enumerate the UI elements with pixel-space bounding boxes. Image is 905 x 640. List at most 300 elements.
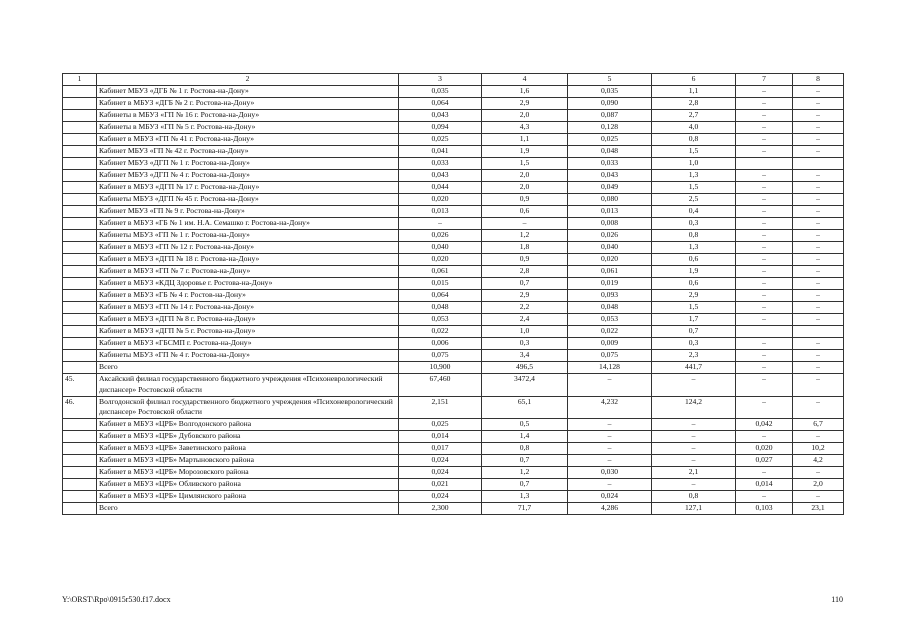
value-cell: 0,044: [399, 182, 482, 194]
value-cell: 0,128: [568, 122, 652, 134]
value-cell: 0,022: [568, 326, 652, 338]
row-number-cell: [63, 278, 97, 290]
table-row: [63, 374, 844, 397]
table-row: [63, 170, 844, 182]
value-cell: –: [793, 218, 844, 230]
name-cell: Кабинет в МБУЗ «ДГП № 17 г. Ростова-на-Дону»: [97, 182, 399, 194]
value-cell: –: [736, 182, 793, 194]
value-cell: –: [736, 278, 793, 290]
value-cell: –: [736, 206, 793, 218]
name-cell: Кабинет в МБУЗ «ЦРБ» Цимлянского района: [97, 491, 399, 503]
row-number-cell: [63, 491, 97, 503]
name-cell: Кабинет в МБУЗ «ГБ № 4 г. Ростов-на-Дону»: [97, 290, 399, 302]
value-cell: 0,033: [399, 158, 482, 170]
file-path: Y:\ORST\Rpo\0915r530.f17.docx: [62, 595, 171, 604]
value-cell: 0,013: [399, 206, 482, 218]
table-row: [63, 467, 844, 479]
value-cell: 0,035: [399, 86, 482, 98]
value-cell: –: [793, 491, 844, 503]
value-cell: 0,7: [652, 326, 736, 338]
value-cell: 0,042: [736, 419, 793, 431]
name-cell: Кабинет в МБУЗ «ГП № 41 г. Ростова-на-Дону»: [97, 134, 399, 146]
name-cell: Кабинет в МБУЗ «ГБ № 1 им. Н.А. Семашко г. Ростова-на-Дону»: [97, 218, 399, 230]
value-cell: 0,3: [652, 338, 736, 350]
row-number-cell: [63, 206, 97, 218]
name-cell: Кабинет в МБУЗ «ДГП № 18 г. Ростова-на-Дону»: [97, 254, 399, 266]
name-cell: Всего: [97, 362, 399, 374]
value-cell: 0,048: [568, 302, 652, 314]
table-row: [63, 86, 844, 98]
value-cell: –: [793, 278, 844, 290]
value-cell: 1,9: [482, 146, 568, 158]
row-number-cell: [63, 479, 97, 491]
name-cell: Кабинет в МБУЗ «ДГБ № 2 г. Ростова-на-Дону»: [97, 98, 399, 110]
value-cell: 0,040: [568, 242, 652, 254]
header-row: [63, 74, 844, 86]
row-number-cell: [63, 158, 97, 170]
row-number-cell: [63, 230, 97, 242]
value-cell: 0,021: [399, 479, 482, 491]
value-cell: 0,8: [652, 134, 736, 146]
data-table: [62, 73, 844, 515]
table-row: [63, 230, 844, 242]
value-cell: 0,049: [568, 182, 652, 194]
value-cell: 23,1: [793, 503, 844, 515]
table-row: [63, 302, 844, 314]
name-cell: Кабинет МБУЗ «ДГП № 1 г. Ростова-на-Дону»: [97, 158, 399, 170]
name-cell: Кабинет в МБУЗ «ЦРБ» Мартыновского района: [97, 455, 399, 467]
value-cell: 0,080: [568, 194, 652, 206]
header-cell: 5: [568, 74, 652, 86]
value-cell: –: [793, 86, 844, 98]
value-cell: 4,286: [568, 503, 652, 515]
value-cell: 0,075: [399, 350, 482, 362]
value-cell: –: [568, 419, 652, 431]
row-number-cell: [63, 350, 97, 362]
value-cell: –: [736, 110, 793, 122]
table-row: [63, 146, 844, 158]
row-number-cell: [63, 242, 97, 254]
name-cell: Кабинет в МБУЗ «ЦРБ» Обливского района: [97, 479, 399, 491]
value-cell: 441,7: [652, 362, 736, 374]
table-row: [63, 98, 844, 110]
value-cell: 10,900: [399, 362, 482, 374]
row-number-cell: [63, 314, 97, 326]
value-cell: –: [568, 443, 652, 455]
page-number: 110: [831, 595, 843, 604]
value-cell: –: [793, 338, 844, 350]
value-cell: –: [736, 242, 793, 254]
value-cell: 0,024: [399, 491, 482, 503]
value-cell: 0,093: [568, 290, 652, 302]
value-cell: 0,6: [652, 278, 736, 290]
value-cell: –: [793, 98, 844, 110]
header-cell: 4: [482, 74, 568, 86]
table-row: [63, 122, 844, 134]
value-cell: 0,024: [399, 467, 482, 479]
value-cell: –: [736, 98, 793, 110]
value-cell: –: [652, 431, 736, 443]
value-cell: 0,022: [399, 326, 482, 338]
table-row: [63, 242, 844, 254]
value-cell: –: [793, 146, 844, 158]
value-cell: 0,053: [568, 314, 652, 326]
value-cell: 0,4: [652, 206, 736, 218]
value-cell: [736, 326, 793, 338]
value-cell: 14,128: [568, 362, 652, 374]
value-cell: –: [736, 266, 793, 278]
value-cell: –: [793, 194, 844, 206]
value-cell: 0,040: [399, 242, 482, 254]
value-cell: –: [736, 350, 793, 362]
value-cell: 0,7: [482, 479, 568, 491]
table-row: [63, 266, 844, 278]
value-cell: –: [793, 254, 844, 266]
value-cell: 0,019: [568, 278, 652, 290]
table-row: [63, 158, 844, 170]
value-cell: –: [793, 182, 844, 194]
value-cell: [793, 158, 844, 170]
value-cell: –: [793, 242, 844, 254]
name-cell: Кабинет в МБУЗ «ЦРБ» Заветинского района: [97, 443, 399, 455]
value-cell: –: [736, 254, 793, 266]
table-row: [63, 350, 844, 362]
value-cell: 0,009: [568, 338, 652, 350]
value-cell: 4,2: [793, 455, 844, 467]
row-number-cell: [63, 338, 97, 350]
value-cell: –: [793, 206, 844, 218]
value-cell: –: [793, 266, 844, 278]
value-cell: –: [568, 455, 652, 467]
table-row: [63, 194, 844, 206]
value-cell: 0,3: [652, 218, 736, 230]
name-cell: Волгодонской филиал государственного бюджетного учреждения «Психоневрологический диспансер» Ростовской области: [97, 396, 399, 419]
value-cell: 1,0: [652, 158, 736, 170]
value-cell: 1,8: [482, 242, 568, 254]
value-cell: 0,043: [399, 110, 482, 122]
value-cell: –: [736, 230, 793, 242]
value-cell: 0,9: [482, 194, 568, 206]
row-number-cell: [63, 290, 97, 302]
value-cell: 0,013: [568, 206, 652, 218]
value-cell: –: [793, 362, 844, 374]
value-cell: –: [736, 396, 793, 419]
value-cell: –: [568, 431, 652, 443]
value-cell: 1,5: [652, 146, 736, 158]
value-cell: 0,025: [399, 134, 482, 146]
value-cell: 0,026: [568, 230, 652, 242]
value-cell: –: [793, 134, 844, 146]
value-cell: 0,020: [399, 194, 482, 206]
value-cell: –: [793, 122, 844, 134]
row-number-cell: [63, 503, 97, 515]
row-number-cell: 45.: [63, 374, 97, 397]
value-cell: 2,0: [482, 170, 568, 182]
value-cell: 67,460: [399, 374, 482, 397]
name-cell: Кабинет в МБУЗ «ГП № 7 г. Ростова-на-Дону»: [97, 266, 399, 278]
value-cell: 0,015: [399, 278, 482, 290]
name-cell: Кабинеты МБУЗ «ДГП № 45 г. Ростова-на-Дону»: [97, 194, 399, 206]
value-cell: –: [793, 110, 844, 122]
row-number-cell: [63, 122, 97, 134]
value-cell: 0,053: [399, 314, 482, 326]
row-number-cell: [63, 182, 97, 194]
value-cell: –: [736, 374, 793, 397]
value-cell: 0,014: [399, 431, 482, 443]
value-cell: 1,5: [652, 182, 736, 194]
value-cell: 2,7: [652, 110, 736, 122]
value-cell: 0,017: [399, 443, 482, 455]
row-number-cell: 46.: [63, 396, 97, 419]
table-row: [63, 278, 844, 290]
name-cell: Кабинеты МБУЗ «ГП № 4 г. Ростова-на-Дону»: [97, 350, 399, 362]
header-cell: 8: [793, 74, 844, 86]
value-cell: –: [736, 86, 793, 98]
row-number-cell: [63, 86, 97, 98]
value-cell: 2,5: [652, 194, 736, 206]
value-cell: 0,043: [399, 170, 482, 182]
value-cell: 0,6: [482, 206, 568, 218]
name-cell: Кабинет в МБУЗ «ГП № 14 г. Ростова-на-Дону»: [97, 302, 399, 314]
value-cell: –: [482, 218, 568, 230]
value-cell: 2,9: [482, 290, 568, 302]
value-cell: 0,5: [482, 419, 568, 431]
name-cell: Кабинеты в МБУЗ «ГП № 5 г. Ростова-на-Дону»: [97, 122, 399, 134]
value-cell: 0,025: [399, 419, 482, 431]
value-cell: 127,1: [652, 503, 736, 515]
table-row: [63, 206, 844, 218]
value-cell: –: [652, 479, 736, 491]
value-cell: 496,5: [482, 362, 568, 374]
value-cell: 0,8: [482, 443, 568, 455]
row-number-cell: [63, 431, 97, 443]
value-cell: 0,087: [568, 110, 652, 122]
name-cell: Кабинет в МБУЗ «ЦРБ» Морозовского района: [97, 467, 399, 479]
value-cell: –: [793, 467, 844, 479]
value-cell: 3,4: [482, 350, 568, 362]
value-cell: 0,061: [399, 266, 482, 278]
row-number-cell: [63, 455, 97, 467]
table-row: [63, 419, 844, 431]
value-cell: 0,061: [568, 266, 652, 278]
row-number-cell: [63, 218, 97, 230]
name-cell: Кабинет в МБУЗ «КДЦ Здоровье г. Ростова-на-Дону»: [97, 278, 399, 290]
value-cell: 2,151: [399, 396, 482, 419]
table-row: [63, 479, 844, 491]
name-cell: Кабинет в МБУЗ «ЦРБ» Волгодонского района: [97, 419, 399, 431]
table-row: [63, 134, 844, 146]
value-cell: –: [736, 491, 793, 503]
row-number-cell: [63, 467, 97, 479]
name-cell: Кабинет в МБУЗ «ДГП № 5 г. Ростова-на-Дону»: [97, 326, 399, 338]
value-cell: –: [736, 338, 793, 350]
value-cell: 0,035: [568, 86, 652, 98]
table-row: [63, 182, 844, 194]
value-cell: –: [793, 431, 844, 443]
value-cell: –: [736, 146, 793, 158]
value-cell: –: [652, 419, 736, 431]
value-cell: 0,008: [568, 218, 652, 230]
value-cell: 0,7: [482, 455, 568, 467]
value-cell: –: [736, 467, 793, 479]
value-cell: 0,094: [399, 122, 482, 134]
value-cell: –: [793, 302, 844, 314]
row-number-cell: [63, 326, 97, 338]
value-cell: [736, 158, 793, 170]
value-cell: 0,064: [399, 290, 482, 302]
value-cell: 0,041: [399, 146, 482, 158]
name-cell: Кабинет в МБУЗ «ГП № 12 г. Ростова-на-Дону»: [97, 242, 399, 254]
value-cell: 1,0: [482, 326, 568, 338]
value-cell: 2,4: [482, 314, 568, 326]
header-cell: 7: [736, 74, 793, 86]
value-cell: 2,0: [793, 479, 844, 491]
value-cell: 71,7: [482, 503, 568, 515]
value-cell: 1,3: [652, 242, 736, 254]
value-cell: 0,090: [568, 98, 652, 110]
table-row: [63, 338, 844, 350]
row-number-cell: [63, 170, 97, 182]
value-cell: 0,025: [568, 134, 652, 146]
value-cell: –: [793, 230, 844, 242]
value-cell: –: [736, 122, 793, 134]
table-row: [63, 290, 844, 302]
value-cell: 0,8: [652, 491, 736, 503]
value-cell: 0,103: [736, 503, 793, 515]
name-cell: Кабинет МБУЗ «ДГП № 4 г. Ростова-на-Дону»: [97, 170, 399, 182]
value-cell: 1,3: [652, 170, 736, 182]
name-cell: Всего: [97, 503, 399, 515]
value-cell: –: [736, 134, 793, 146]
value-cell: 2,1: [652, 467, 736, 479]
value-cell: 0,030: [568, 467, 652, 479]
table-row: [63, 326, 844, 338]
row-number-cell: [63, 110, 97, 122]
value-cell: 0,3: [482, 338, 568, 350]
value-cell: 2,8: [482, 266, 568, 278]
header-cell: 2: [97, 74, 399, 86]
value-cell: 4,0: [652, 122, 736, 134]
value-cell: 2,0: [482, 182, 568, 194]
value-cell: 10,2: [793, 443, 844, 455]
value-cell: 0,020: [399, 254, 482, 266]
value-cell: 124,2: [652, 396, 736, 419]
value-cell: –: [568, 374, 652, 397]
value-cell: 2,300: [399, 503, 482, 515]
value-cell: –: [736, 290, 793, 302]
value-cell: [793, 326, 844, 338]
value-cell: 0,026: [399, 230, 482, 242]
value-cell: –: [568, 479, 652, 491]
value-cell: –: [793, 314, 844, 326]
row-number-cell: [63, 419, 97, 431]
row-number-cell: [63, 302, 97, 314]
header-cell: 3: [399, 74, 482, 86]
value-cell: –: [793, 396, 844, 419]
header-cell: 6: [652, 74, 736, 86]
name-cell: Кабинет в МБУЗ «ГБСМП г. Ростова-на-Дону»: [97, 338, 399, 350]
value-cell: –: [652, 455, 736, 467]
value-cell: 65,1: [482, 396, 568, 419]
table-row: [63, 254, 844, 266]
table-row: [63, 443, 844, 455]
value-cell: 1,7: [652, 314, 736, 326]
row-number-cell: [63, 98, 97, 110]
name-cell: Кабинеты в МБУЗ «ГП № 16 г. Ростова-на-Дону»: [97, 110, 399, 122]
name-cell: Кабинет в МБУЗ «ДГП № 8 г. Ростова-на-Дону»: [97, 314, 399, 326]
value-cell: 0,7: [482, 278, 568, 290]
value-cell: 0,6: [652, 254, 736, 266]
value-cell: 1,5: [482, 158, 568, 170]
name-cell: Кабинеты МБУЗ «ГП № 1 г. Ростова-на-Дону»: [97, 230, 399, 242]
row-number-cell: [63, 266, 97, 278]
value-cell: 0,048: [568, 146, 652, 158]
name-cell: Кабинет МБУЗ «ГП № 9 г. Ростова-на-Дону»: [97, 206, 399, 218]
row-number-cell: [63, 443, 97, 455]
value-cell: 2,9: [482, 98, 568, 110]
row-number-cell: [63, 146, 97, 158]
value-cell: 0,8: [652, 230, 736, 242]
value-cell: –: [736, 218, 793, 230]
value-cell: 1,5: [652, 302, 736, 314]
value-cell: 4,232: [568, 396, 652, 419]
value-cell: 0,048: [399, 302, 482, 314]
value-cell: 0,027: [736, 455, 793, 467]
value-cell: 0,024: [399, 455, 482, 467]
value-cell: 1,3: [482, 491, 568, 503]
value-cell: –: [793, 170, 844, 182]
value-cell: 0,033: [568, 158, 652, 170]
name-cell: Аксайский филиал государственного бюджетного учреждения «Психоневрологический диспансер» Ростовской области: [97, 374, 399, 397]
table-row: [63, 362, 844, 374]
value-cell: –: [736, 302, 793, 314]
value-cell: 1,2: [482, 467, 568, 479]
table-row: [63, 396, 844, 419]
value-cell: 0,014: [736, 479, 793, 491]
value-cell: 0,006: [399, 338, 482, 350]
value-cell: 4,3: [482, 122, 568, 134]
row-number-cell: [63, 134, 97, 146]
row-number-cell: [63, 362, 97, 374]
value-cell: 2,2: [482, 302, 568, 314]
table-row: [63, 503, 844, 515]
value-cell: 1,6: [482, 86, 568, 98]
table-row: [63, 314, 844, 326]
value-cell: –: [793, 374, 844, 397]
name-cell: Кабинет в МБУЗ «ЦРБ» Дубовского района: [97, 431, 399, 443]
value-cell: 0,064: [399, 98, 482, 110]
table-row: [63, 110, 844, 122]
value-cell: –: [399, 218, 482, 230]
value-cell: –: [652, 443, 736, 455]
name-cell: Кабинет МБУЗ «ДГБ № 1 г. Ростова-на-Дону»: [97, 86, 399, 98]
table-row: [63, 431, 844, 443]
value-cell: –: [736, 170, 793, 182]
value-cell: –: [736, 314, 793, 326]
table-row: [63, 455, 844, 467]
table-row: [63, 491, 844, 503]
value-cell: 3472,4: [482, 374, 568, 397]
header-cell: 1: [63, 74, 97, 86]
row-number-cell: [63, 194, 97, 206]
value-cell: 0,020: [736, 443, 793, 455]
value-cell: 2,0: [482, 110, 568, 122]
value-cell: 1,4: [482, 431, 568, 443]
value-cell: 0,9: [482, 254, 568, 266]
value-cell: –: [736, 431, 793, 443]
value-cell: 6,7: [793, 419, 844, 431]
name-cell: Кабинет МБУЗ «ГП № 42 г. Ростова-на-Дону»: [97, 146, 399, 158]
